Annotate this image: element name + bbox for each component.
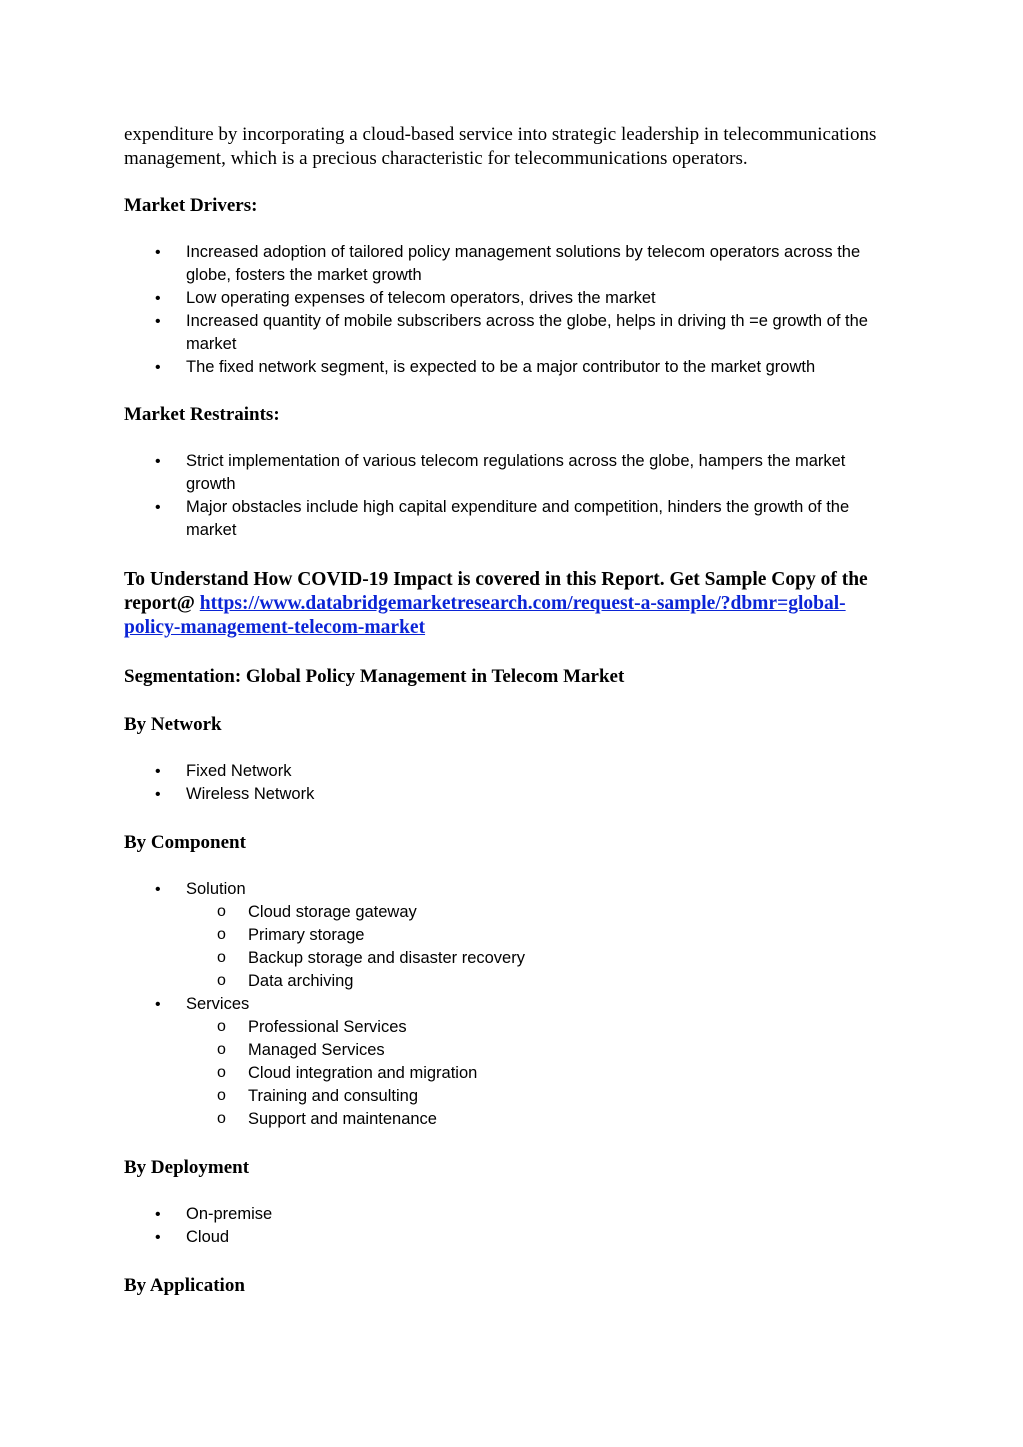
list-item: • On-premise — [124, 1203, 899, 1226]
list-item: • Wireless Network — [124, 783, 899, 806]
list-item: • Fixed Network — [124, 760, 899, 783]
restraints-list — [124, 450, 899, 542]
sub-list-item: o Cloud integration and migration — [124, 1062, 899, 1085]
list-item: • The fixed network segment, is expected to be a major contributor to the market growth — [124, 356, 899, 379]
segmentation-heading: Segmentation: Global Policy Management in Telecom Market — [124, 666, 625, 687]
restraints-heading: Market Restraints: — [124, 404, 280, 425]
by-network-heading: By Network — [124, 714, 222, 735]
sub-list-item: o Backup storage and disaster recovery — [124, 947, 899, 970]
component-list — [124, 878, 899, 1131]
by-deployment-heading: By Deployment — [124, 1157, 250, 1178]
sample-request-link[interactable]: https://www.databridgemarketresearch.com/request-a-sample/?dbmr=global-policy-management-telecom-market — [124, 593, 846, 638]
sub-list-item: o Cloud storage gateway — [124, 901, 899, 924]
list-item: • Low operating expenses of telecom operators, drives the market — [124, 287, 899, 310]
list-item: • Solution — [124, 878, 899, 901]
list-item: • Increased quantity of mobile subscribers across the globe, helps in driving th =e growth of the market — [124, 310, 899, 356]
list-item: • Strict implementation of various telecom regulations across the globe, hampers the market growth — [124, 450, 899, 496]
sub-list-item: o Managed Services — [124, 1039, 899, 1062]
sub-list-item: o Data archiving — [124, 970, 899, 993]
network-list — [124, 760, 899, 806]
list-item: • Major obstacles include high capital expenditure and competition, hinders the growth of the market — [124, 496, 899, 542]
sub-list-item: o Training and consulting — [124, 1085, 899, 1108]
callout-text: To Understand How COVID-19 Impact is covered in this Report. Get Sample Copy of the report@ — [124, 569, 868, 614]
list-item: • Services — [124, 993, 899, 1016]
deployment-list — [124, 1203, 899, 1249]
intro-paragraph: expenditure by incorporating a cloud-based service into strategic leadership in telecommunications management, which is a precious characteristic for telecommunications operators. — [124, 124, 877, 169]
sub-list-item: o Support and maintenance — [124, 1108, 899, 1131]
sub-list-item: o Primary storage — [124, 924, 899, 947]
sample-copy-callout — [124, 568, 899, 640]
list-item: • Increased adoption of tailored policy management solutions by telecom operators across the globe, fosters the market growth — [124, 241, 899, 287]
sub-list-item: o Professional Services — [124, 1016, 899, 1039]
list-item: • Cloud — [124, 1226, 899, 1249]
drivers-heading: Market Drivers: — [124, 195, 258, 216]
by-component-heading: By Component — [124, 832, 246, 853]
document-page — [124, 123, 899, 1298]
by-application-heading: By Application — [124, 1275, 245, 1296]
drivers-list — [124, 241, 899, 379]
